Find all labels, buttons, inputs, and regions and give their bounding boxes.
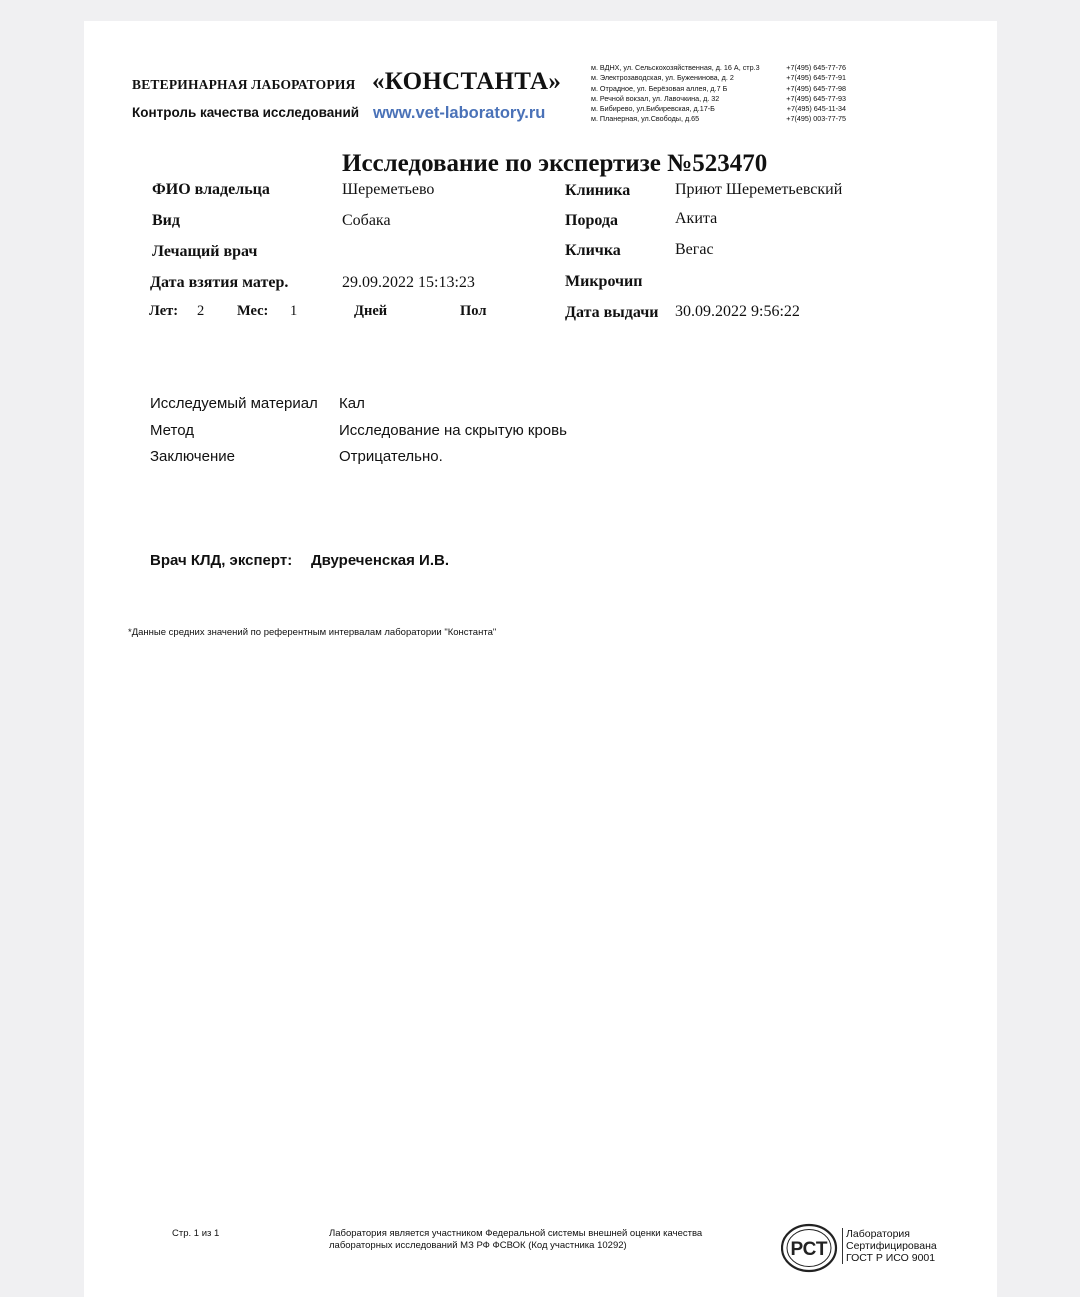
nickname-value: Вегас — [675, 241, 714, 258]
attending-doctor-label: Лечащий врач — [152, 243, 258, 260]
microchip-label: Микрочип — [565, 273, 643, 290]
material-label: Исследуемый материал — [150, 395, 318, 412]
years-value: 2 — [197, 303, 205, 319]
conclusion-label: Заключение — [150, 448, 235, 465]
conclusion-value: Отрицательно. — [339, 448, 443, 465]
rst-logo-text: РСТ — [790, 1239, 828, 1260]
address-row: м. Отрадное, ул. Берёзовая аллея, д.7 Б +7(495) 645-77-98 — [591, 83, 846, 93]
clinic-label: Клиника — [565, 182, 631, 199]
days-label: Дней — [354, 303, 388, 319]
sample-date-label: Дата взятия матер. — [150, 274, 289, 291]
lab-subtitle: Контроль качества исследований — [132, 105, 360, 120]
rst-logo-icon — [781, 1223, 839, 1273]
clinic-value: Приют Шереметьевский — [675, 181, 843, 198]
fsvok-notice: Лаборатория является участником Федеральной системы внешней оценки качества лабораторных исследований МЗ РФ ФСВОК (Код участника 10292) — [329, 1228, 703, 1251]
address-list — [591, 63, 846, 125]
issue-date-label: Дата выдачи — [565, 304, 659, 321]
material-value: Кал — [339, 395, 365, 412]
document-title: Исследование по экспертизе №523470 — [342, 150, 768, 177]
species-label: Вид — [152, 212, 180, 229]
months-value: 1 — [290, 303, 298, 319]
expert-name: Двуреченская И.В. — [311, 552, 449, 569]
method-label: Метод — [150, 422, 194, 439]
species-value: Собака — [342, 212, 391, 229]
months-label: Мес: — [237, 303, 269, 319]
address-row: м. Бибирево, ул.Бибиревская, д.17-Б +7(495) 645-11-34 — [591, 104, 846, 114]
breed-value: Акита — [675, 210, 718, 227]
nickname-label: Кличка — [565, 242, 621, 259]
years-label: Лет: — [149, 303, 179, 319]
address-row: м. ВДНХ, ул. Сельскохозяйственная, д. 16 А, стр.3 +7(495) 645-77-76 — [591, 63, 846, 72]
lab-type: ВЕТЕРИНАРНАЯ ЛАБОРАТОРИЯ — [132, 77, 356, 92]
issue-date-value: 30.09.2022 9:56:22 — [675, 303, 800, 320]
owner-label: ФИО владельца — [152, 181, 270, 198]
expert-label: Врач КЛД, эксперт: — [150, 552, 293, 569]
lab-website-link[interactable]: www.vet-laboratory.ru — [373, 104, 546, 122]
rst-certification-logo — [781, 1223, 839, 1273]
address-row: м. Электрозаводская, ул. Буженинова, д. 2 +7(495) 645-77-91 — [591, 73, 846, 83]
owner-value: Шереметьево — [342, 181, 435, 198]
reference-footnote: *Данные средних значений по референтным интервалам лаборатории "Константа" — [128, 627, 497, 638]
sex-label: Пол — [460, 303, 487, 319]
page-number: Стр. 1 из 1 — [172, 1228, 220, 1239]
method-value: Исследование на скрытую кровь — [339, 422, 567, 439]
address-row: м. Речной вокзал, ул. Лавочкина, д. 32 +7(495) 645-77-93 — [591, 93, 846, 103]
certification-text: Лаборатория Сертифицирована ГОСТ Р ИСО 9001 — [842, 1228, 937, 1264]
sample-date-value: 29.09.2022 15:13:23 — [342, 274, 475, 291]
lab-name: «КОНСТАНТА» — [372, 68, 562, 95]
breed-label: Порода — [565, 212, 618, 229]
document-page — [84, 21, 997, 1297]
address-row: м. Планерная, ул.Свободы, д.65 +7(495) 003-77-75 — [591, 114, 846, 124]
